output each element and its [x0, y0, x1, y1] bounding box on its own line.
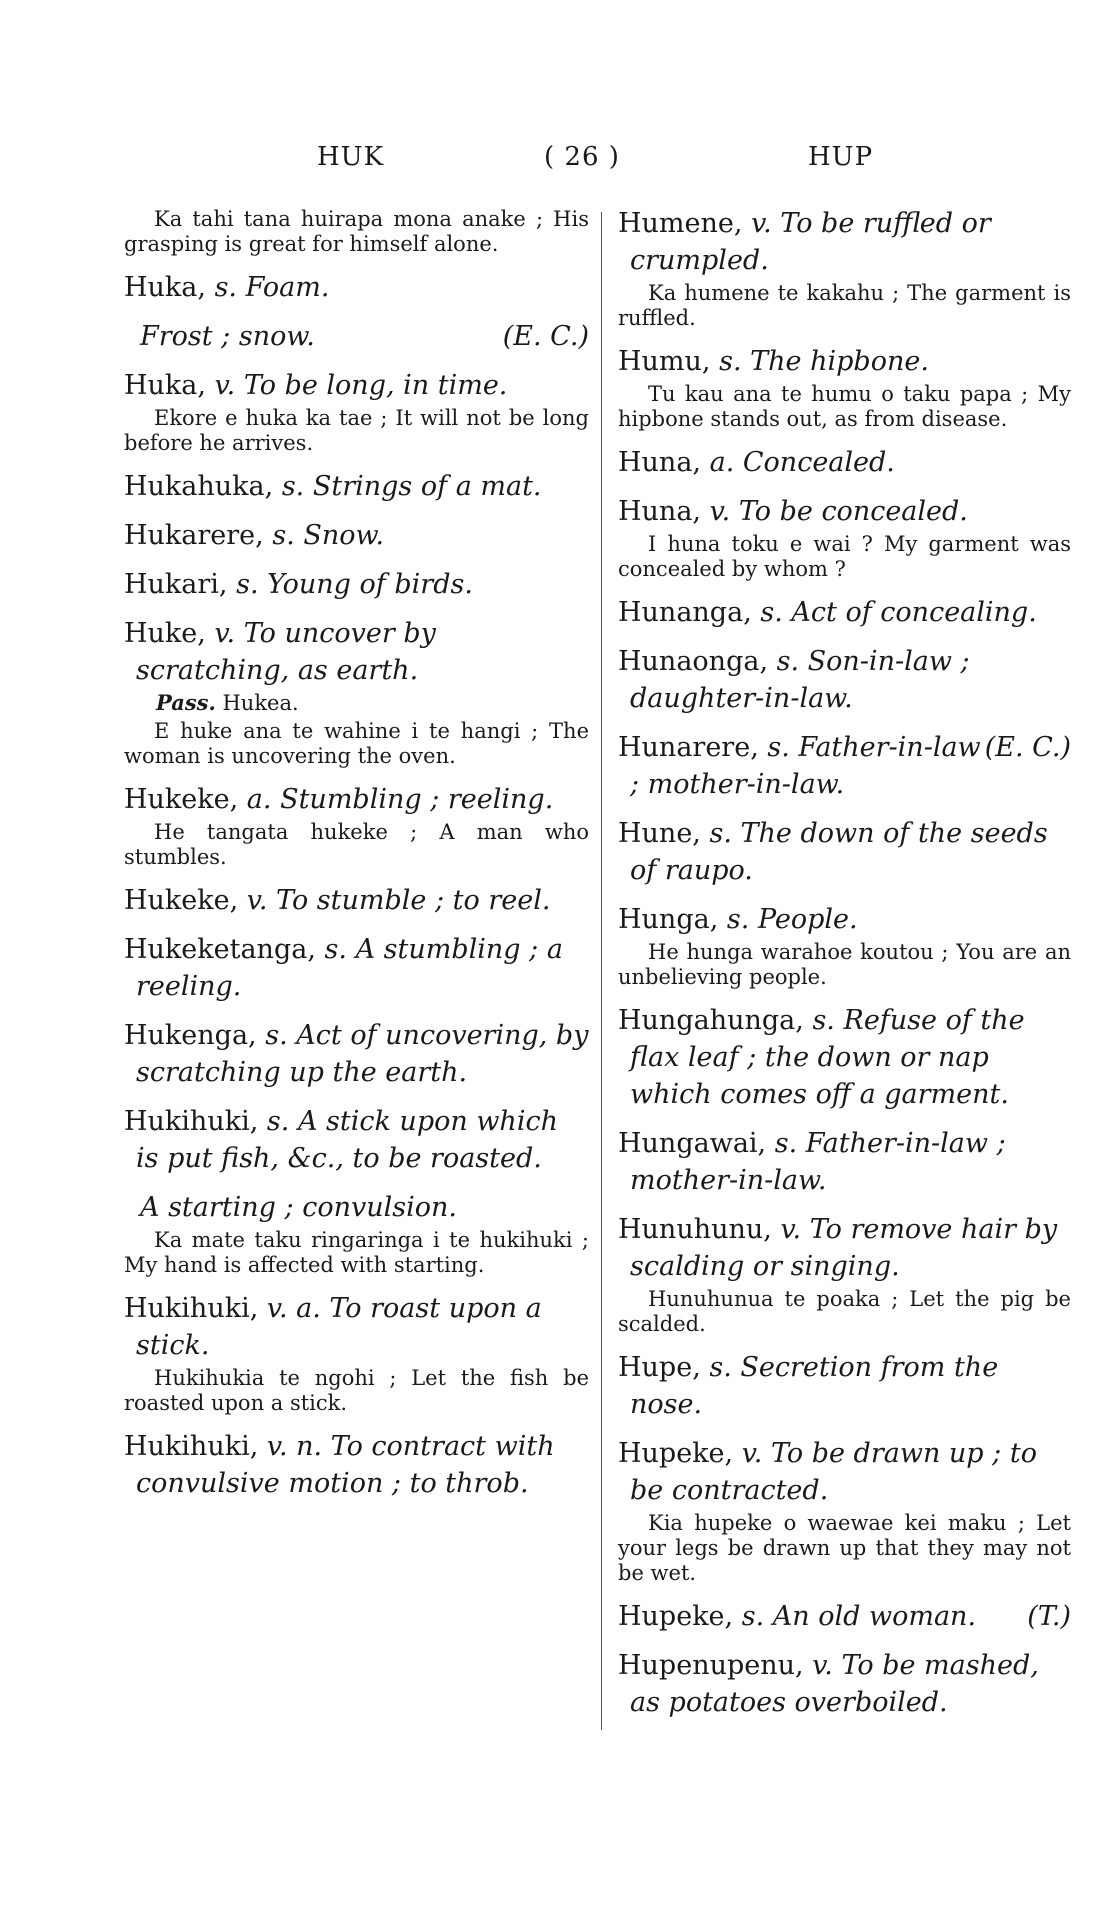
dictionary-entry [618, 493, 1071, 582]
part-of-speech: v. [214, 370, 236, 401]
definition: To be concealed. [738, 496, 968, 527]
headword: Hupeke, [618, 1438, 734, 1469]
headword: Hune, [618, 818, 701, 849]
entry-headline [618, 594, 1071, 631]
definition: To be drawn up ; to be contracted. [630, 1438, 1037, 1506]
entry-headline [124, 882, 589, 919]
entry-headline [124, 517, 589, 554]
definition: To be mashed, as potatoes overboiled. [630, 1650, 1039, 1718]
usage-example: E huke ana te wahine i te hangi ; The woman is uncovering the oven. [124, 719, 589, 768]
entry-headline [124, 1017, 589, 1091]
part-of-speech: s. [214, 272, 238, 303]
part-of-speech: s. [265, 1020, 288, 1051]
dictionary-entry [124, 1103, 589, 1177]
sense-text: Frost ; snow. [140, 321, 315, 352]
definition: A stumbling ; a reeling. [136, 934, 563, 1002]
part-of-speech: s. [709, 1352, 732, 1383]
entry-headline [124, 1103, 589, 1177]
headword: Huka, [124, 272, 206, 303]
entry-headline [618, 1002, 1071, 1113]
headword: Hupeke, [618, 1601, 734, 1632]
dictionary-entry [124, 882, 589, 919]
definition: Foam. [245, 272, 330, 303]
dictionary-entry [124, 207, 589, 257]
dictionary-entry [124, 269, 589, 306]
part-of-speech: s. [272, 520, 295, 551]
headword: Hukeke, [124, 885, 239, 916]
dictionary-entry [124, 1428, 589, 1502]
passive-label: Pass. [156, 690, 216, 715]
headword: Hunarere, [618, 732, 759, 763]
entry-headline [618, 493, 1071, 530]
entry-headline [124, 269, 589, 306]
headword: Hukihuki, [124, 1431, 259, 1462]
definition: Snow. [303, 520, 385, 551]
entry-headline [124, 1428, 589, 1502]
usage-example: He hunga warahoe koutou ; You are an unbelieving people. [618, 940, 1071, 989]
entry-headline [618, 1435, 1071, 1509]
header-right: HUP [808, 142, 874, 172]
part-of-speech: v. [780, 1214, 802, 1245]
part-of-speech: v. [741, 1438, 763, 1469]
dictionary-entry [124, 1017, 589, 1091]
headword: Hukari, [124, 569, 228, 600]
dictionary-entry [124, 468, 589, 505]
headword: Hupe, [618, 1352, 701, 1383]
dictionary-entry [124, 367, 589, 456]
sub-sense [124, 318, 589, 355]
definition: Strings of a mat. [312, 471, 542, 502]
usage-example: He tangata hukeke ; A man who stumbles. [124, 820, 589, 869]
header-left: HUK [317, 142, 385, 172]
entry-headline [618, 815, 1071, 889]
passive-word: Hukea. [222, 691, 299, 715]
dictionary-entry [618, 729, 1071, 803]
dictionary-entry [124, 517, 589, 554]
definition: To remove hair by scalding or singing. [630, 1214, 1058, 1282]
right-column [618, 205, 1071, 1733]
entry-headline [124, 367, 589, 404]
entry-headline [618, 343, 1071, 380]
entry-headline [124, 615, 589, 689]
definition: To roast upon a stick. [136, 1293, 542, 1361]
definition: To stumble ; to reel. [276, 885, 551, 916]
definition: People. [757, 904, 858, 935]
headword: Hunuhunu, [618, 1214, 772, 1245]
entry-headline [618, 1349, 1071, 1423]
headword: Hukihuki, [124, 1106, 259, 1137]
definition: Refuse of the flax leaf ; the down or nap which comes off a garment. [630, 1005, 1025, 1110]
dictionary-entry [618, 343, 1071, 432]
definition: Stumbling ; reeling. [280, 784, 554, 815]
part-of-speech: s. [281, 471, 305, 502]
dictionary-entry [618, 1349, 1071, 1423]
entry-headline [618, 1598, 1071, 1635]
passive-form [124, 689, 589, 717]
headword: Hunga, [618, 904, 719, 935]
definition: To uncover by scratching, as earth. [136, 618, 436, 686]
headword: Hukeke, [124, 784, 239, 815]
entry-headline [124, 781, 589, 818]
usage-example: Tu kau ana te humu o taku papa ; My hipbone stands out, as from disease. [618, 382, 1071, 431]
dictionary-entry [618, 594, 1071, 631]
dictionary-entry [124, 615, 589, 769]
part-of-speech: s. [719, 346, 742, 377]
usage-example: Kia hupeke o waewae kei maku ; Let your legs be drawn up that they may not be wet. [618, 1511, 1071, 1585]
entry-headline [618, 1647, 1071, 1721]
dictionary-entry [618, 901, 1071, 990]
headword: Humu, [618, 346, 711, 377]
definition: The down of the seeds of raupo. [630, 818, 1048, 886]
dictionary-entry [618, 1435, 1071, 1586]
dictionary-entry [618, 815, 1071, 889]
definition: The hipbone. [750, 346, 929, 377]
definition: A stick upon which is put fish, &c., to be roasted. [136, 1106, 558, 1174]
entry-headline [124, 468, 589, 505]
dictionary-entry [124, 781, 589, 870]
part-of-speech: v. [709, 496, 731, 527]
part-of-speech: s. [324, 934, 347, 965]
part-of-speech: s. [767, 732, 790, 763]
definition: An old woman. [772, 1601, 977, 1632]
part-of-speech: v. n. [266, 1431, 323, 1462]
usage-example: Ekore e huka ka tae ; It will not be long before he arrives. [124, 406, 589, 455]
dictionary-entry [124, 1290, 589, 1416]
headword: Huna, [618, 447, 702, 478]
dictionary-entry [618, 1647, 1071, 1721]
headword: Hukihuki, [124, 1293, 259, 1324]
usage-example: Ka tahi tana huirapa mona anake ; His grasping is great for himself alone. [124, 207, 589, 256]
dictionary-entry [618, 1211, 1071, 1337]
usage-example: Ka mate taku ringaringa i te hukihuki ; My hand is affected with starting. [124, 1228, 589, 1277]
part-of-speech: a. [246, 784, 272, 815]
dictionary-entry [618, 1002, 1071, 1113]
dictionary-entry [618, 444, 1071, 481]
dictionary-entry [124, 566, 589, 603]
headword: Huka, [124, 370, 206, 401]
definition: Secretion from the nose. [630, 1352, 999, 1420]
headword: Huna, [618, 496, 702, 527]
entry-headline [618, 205, 1071, 279]
definition: To be long, in time. [243, 370, 508, 401]
part-of-speech: v. [751, 208, 772, 239]
source-note: (T.) [1027, 1601, 1071, 1632]
definition: Father-in-law ; mother-in-law. [630, 732, 981, 800]
part-of-speech: s. [741, 1601, 765, 1632]
entry-headline [124, 931, 589, 1005]
dictionary-entry [618, 205, 1071, 331]
definition: Father-in-law ; mother-in-law. [630, 1128, 1006, 1196]
entry-headline [618, 729, 1071, 803]
part-of-speech: s. [776, 646, 800, 677]
headword: Hukarere, [124, 520, 264, 551]
dictionary-entry [618, 1598, 1071, 1635]
usage-example: Hunuhunua te poaka ; Let the pig be scalded. [618, 1287, 1071, 1336]
part-of-speech: s. [760, 597, 783, 628]
dictionary-entry [618, 1125, 1071, 1199]
definition: To be ruffled or crumpled. [630, 208, 991, 276]
column-divider [601, 212, 602, 1730]
entry-headline [618, 1125, 1071, 1199]
definition: Concealed. [742, 447, 895, 478]
headword: Hungahunga, [618, 1005, 804, 1036]
definition: Son-in-law ; daughter-in-law. [630, 646, 970, 714]
headword: Hunanga, [618, 597, 752, 628]
entry-headline [124, 1290, 589, 1364]
definition: Young of birds. [267, 569, 473, 600]
part-of-speech: s. [774, 1128, 798, 1159]
usage-example: Hukihukia te ngohi ; Let the fish be roasted upon a stick. [124, 1366, 589, 1415]
headword: Huke, [124, 618, 206, 649]
sense-text: A starting ; convulsion. [140, 1192, 457, 1223]
headword: Hupenupenu, [618, 1650, 804, 1681]
definition: Act of concealing. [791, 597, 1037, 628]
part-of-speech: s. [726, 904, 750, 935]
usage-example: Ka humene te kakahu ; The garment is ruffled. [618, 281, 1071, 330]
dictionary-entry [124, 318, 589, 355]
headword: Hukeketanga, [124, 934, 316, 965]
headword: Hukahuka, [124, 471, 274, 502]
part-of-speech: s. [812, 1005, 835, 1036]
left-column [124, 205, 589, 1514]
entry-headline [618, 1211, 1071, 1285]
entry-headline [618, 643, 1071, 717]
dictionary-entry [124, 1189, 589, 1278]
part-of-speech: v. [812, 1650, 833, 1681]
part-of-speech: a. [709, 447, 735, 478]
headword: Humene, [618, 208, 743, 239]
usage-example: I huna toku e wai ? My garment was concealed by whom ? [618, 532, 1071, 581]
entry-headline [124, 566, 589, 603]
part-of-speech: s. [709, 818, 732, 849]
part-of-speech: s. [236, 569, 259, 600]
part-of-speech: v. [214, 618, 236, 649]
definition: Act of uncovering, by scratching up the earth. [136, 1020, 589, 1088]
source-note: (E. C.) [502, 321, 589, 352]
entry-headline [618, 901, 1071, 938]
headword: Hukenga, [124, 1020, 257, 1051]
headword: Hungawai, [618, 1128, 767, 1159]
part-of-speech: s. [266, 1106, 290, 1137]
dictionary-entry [124, 931, 589, 1005]
source-note: (E. C.) [984, 732, 1071, 763]
entry-headline [618, 444, 1071, 481]
part-of-speech: v. [246, 885, 268, 916]
page-number: ( 26 ) [544, 142, 620, 172]
sub-sense [124, 1189, 589, 1226]
headword: Hunaonga, [618, 646, 769, 677]
dictionary-entry [618, 643, 1071, 717]
definition: To contract with convulsive motion ; to throb. [136, 1431, 555, 1499]
part-of-speech: v. a. [266, 1293, 321, 1324]
